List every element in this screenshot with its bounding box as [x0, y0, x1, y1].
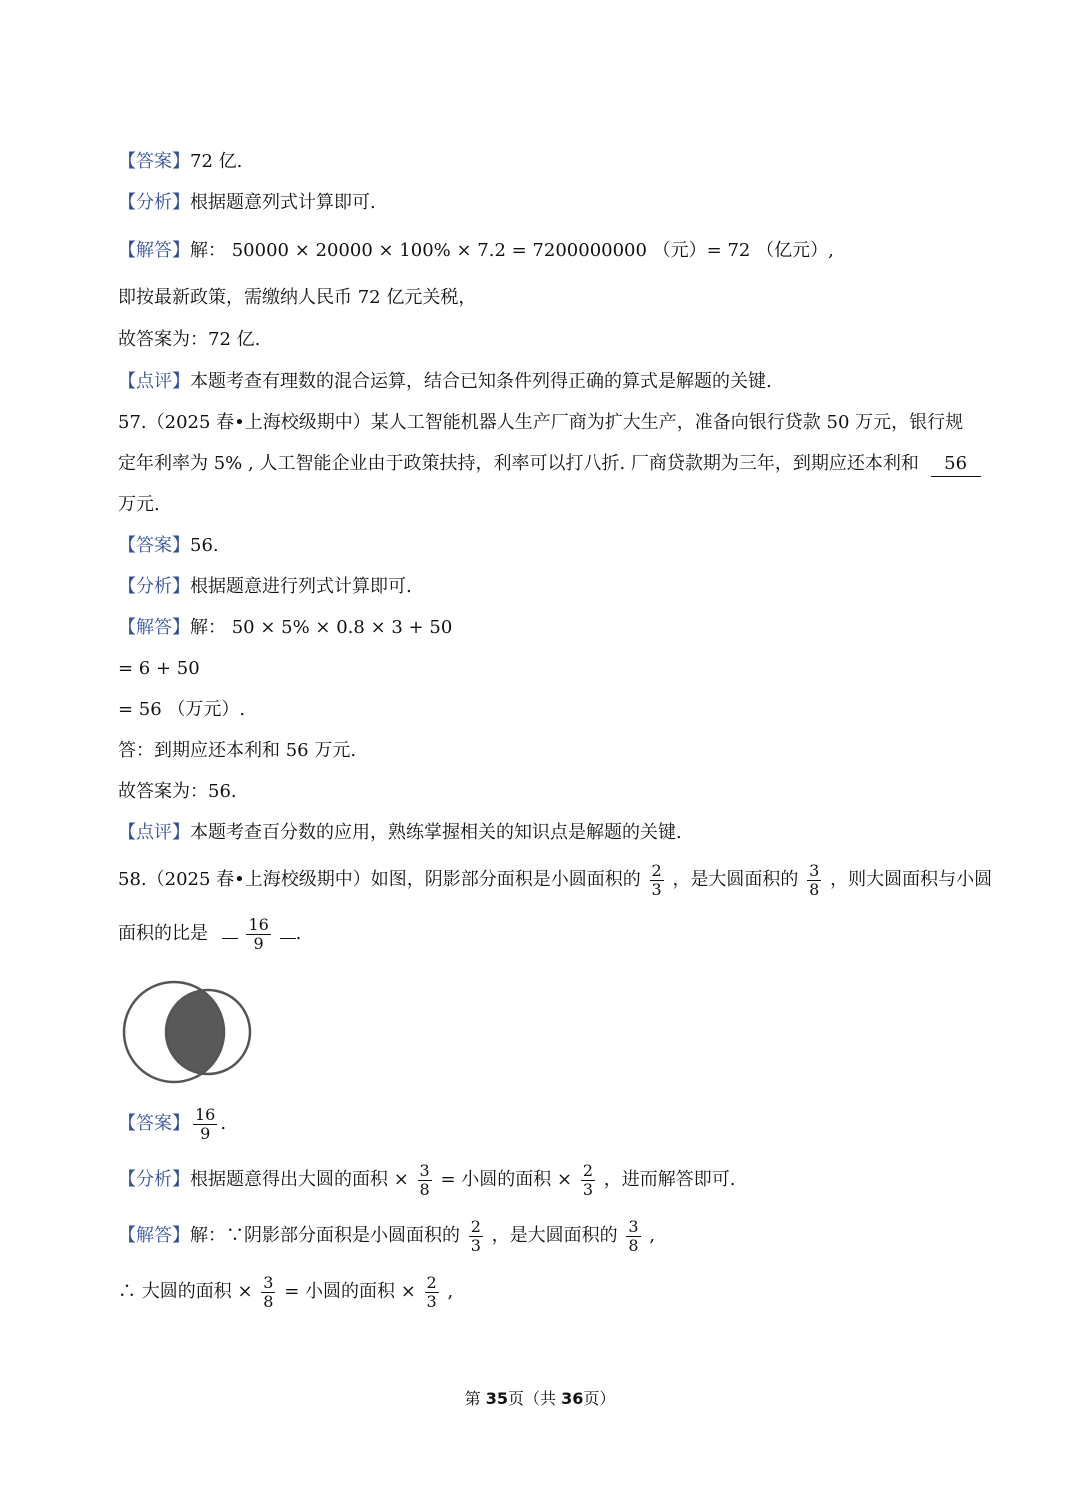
- answer-tag: 【答案】: [118, 1113, 190, 1134]
- solution-tag: 【解答】: [118, 617, 190, 638]
- q58-solution: [118, 1216, 655, 1256]
- therefore-text-b: = 小圆的面积 ×: [284, 1281, 416, 1302]
- q58-answer: 【答案】 $\frac{16}{9}$ .: [118, 1104, 227, 1143]
- fraction-den: 8: [263, 1291, 274, 1311]
- therefore-text-a: ∴ 大圆的面积 ×: [118, 1281, 253, 1302]
- q57-final: 故答案为：56.: [118, 781, 237, 802]
- fraction-num: 16: [195, 1104, 216, 1124]
- fraction-den: 8: [628, 1235, 639, 1255]
- solution-text: 解： 50000 × 20000 × 100% × 7.2 = 7200000000 （元）= 72 （亿元）,: [190, 240, 834, 261]
- footer-suffix: 页）: [583, 1389, 616, 1408]
- solution-text-b: ，是大圆面积的: [491, 1225, 618, 1246]
- solution-text-c: ,: [649, 1225, 656, 1246]
- total-pages: 36: [561, 1389, 584, 1408]
- fraction-num: 2: [470, 1216, 481, 1236]
- comment-text: 本题考查有理数的混合运算，结合已知条件列得正确的算式是解题的关键.: [190, 371, 772, 392]
- q57-step2: = 56 （万元）.: [118, 699, 246, 720]
- solution-tag: 【解答】: [118, 240, 190, 261]
- fraction-num: 3: [809, 860, 820, 880]
- fraction-den: 3: [651, 879, 662, 899]
- footer-prefix: 第: [464, 1389, 486, 1408]
- stem-text-a: 58.（2025 春•上海校级期中）如图，阴影部分面积是小圆面积的: [118, 869, 641, 890]
- analysis-tag: 【分析】: [118, 576, 190, 597]
- q57-comment: [118, 821, 682, 845]
- venn-diagram: [118, 978, 258, 1088]
- q56-line3: 故答案为：72 亿.: [118, 329, 261, 350]
- fraction-three-eighths: [807, 862, 821, 899]
- blank-right: [280, 938, 296, 939]
- fraction-den: 3: [470, 1235, 481, 1255]
- analysis-text: 根据题意进行列式计算即可.: [190, 576, 412, 597]
- stem-text: 面积的比是: [118, 923, 208, 944]
- fraction-three-eighths: [626, 1218, 640, 1255]
- q58-stem-line1: [118, 860, 992, 900]
- q56-analysis: [118, 191, 376, 215]
- solution-tag: 【解答】: [118, 1225, 190, 1246]
- page-footer: [0, 1386, 1080, 1409]
- q56-line2: 即按最新政策，需缴纳人民币 72 亿元关税，: [118, 287, 477, 308]
- fraction-two-thirds: [650, 862, 664, 899]
- q57-answer: [118, 534, 219, 558]
- stem-text-b: ，是大圆面积的: [672, 869, 799, 890]
- answer-tag: 【答案】: [118, 151, 190, 172]
- comment-text: 本题考查百分数的应用，熟练掌握相关的知识点是解题的关键.: [190, 822, 682, 843]
- fraction-den: 3: [582, 1179, 593, 1199]
- fraction-num: 2: [651, 860, 662, 880]
- q57-stem-line3: 万元.: [118, 494, 160, 515]
- fraction-den: 8: [809, 879, 820, 899]
- answer-text: 56.: [190, 535, 219, 556]
- solution-text: 解： 50 × 5% × 0.8 × 3 + 50: [190, 617, 453, 638]
- q56-answer: [118, 150, 242, 174]
- fraction-den: 9: [200, 1123, 211, 1143]
- q58-therefore: [118, 1272, 453, 1312]
- fraction-two-thirds: [425, 1274, 439, 1311]
- answer-fraction: [193, 1106, 217, 1143]
- fraction-two-thirds: [581, 1162, 595, 1199]
- q57-stem-line2: [118, 452, 981, 477]
- analysis-tag: 【分析】: [118, 1169, 190, 1190]
- blank-left: [222, 938, 238, 939]
- fraction-num: 3: [419, 1160, 430, 1180]
- fraction-num: 3: [628, 1216, 639, 1236]
- analysis-text-a: 根据题意得出大圆的面积 ×: [190, 1169, 409, 1190]
- analysis-text: 根据题意列式计算即可.: [190, 192, 376, 213]
- fraction-den: 8: [419, 1179, 430, 1199]
- fraction-three-eighths: [418, 1162, 432, 1199]
- q57-analysis: [118, 575, 412, 599]
- solution-text-a: 解：∵阴影部分面积是小圆面积的: [190, 1225, 460, 1246]
- q56-solution: [118, 239, 834, 263]
- fraction-den: 9: [253, 933, 264, 953]
- page-number: 35: [485, 1389, 508, 1408]
- fraction-num: 16: [248, 914, 269, 934]
- therefore-text-c: ,: [447, 1281, 454, 1302]
- fraction-three-eighths: [261, 1274, 275, 1311]
- fraction-two-thirds: [469, 1218, 483, 1255]
- comment-tag: 【点评】: [118, 371, 190, 392]
- answer-blank: 56: [931, 452, 981, 477]
- q57-step1: = 6 + 50: [118, 658, 200, 679]
- analysis-text-b: = 小圆的面积 ×: [440, 1169, 573, 1190]
- q57-solution: [118, 616, 452, 640]
- answer-fraction: [246, 916, 270, 953]
- answer-tag: 【答案】: [118, 535, 190, 556]
- answer-text: 72 亿.: [190, 151, 243, 172]
- q56-comment: [118, 370, 772, 394]
- analysis-tag: 【分析】: [118, 192, 190, 213]
- comment-tag: 【点评】: [118, 822, 190, 843]
- fraction-num: 3: [263, 1272, 274, 1292]
- q57-stem-line1: 57.（2025 春•上海校级期中）某人工智能机器人生产厂商为扩大生产，准备向银行贷款 50 万元，银行规: [118, 412, 964, 433]
- stem-text-c: ，则大圆面积与小圆: [830, 869, 993, 890]
- fraction-num: 2: [582, 1160, 593, 1180]
- fraction-den: 3: [426, 1291, 437, 1311]
- q58-analysis: [118, 1160, 735, 1200]
- fraction-num: 2: [426, 1272, 437, 1292]
- stem-text: 定年利率为 5% , 人工智能企业由于政策扶持，利率可以打八折. 厂商贷款期为三年，到期应还本利和: [118, 453, 919, 474]
- q58-stem-line2: 面积的比是 $\frac{16}{9}$ .: [118, 914, 302, 953]
- q57-reply: 答：到期应还本利和 56 万元.: [118, 740, 357, 761]
- footer-mid: 页（共: [507, 1389, 562, 1408]
- analysis-text-c: ，进而解答即可.: [603, 1169, 736, 1190]
